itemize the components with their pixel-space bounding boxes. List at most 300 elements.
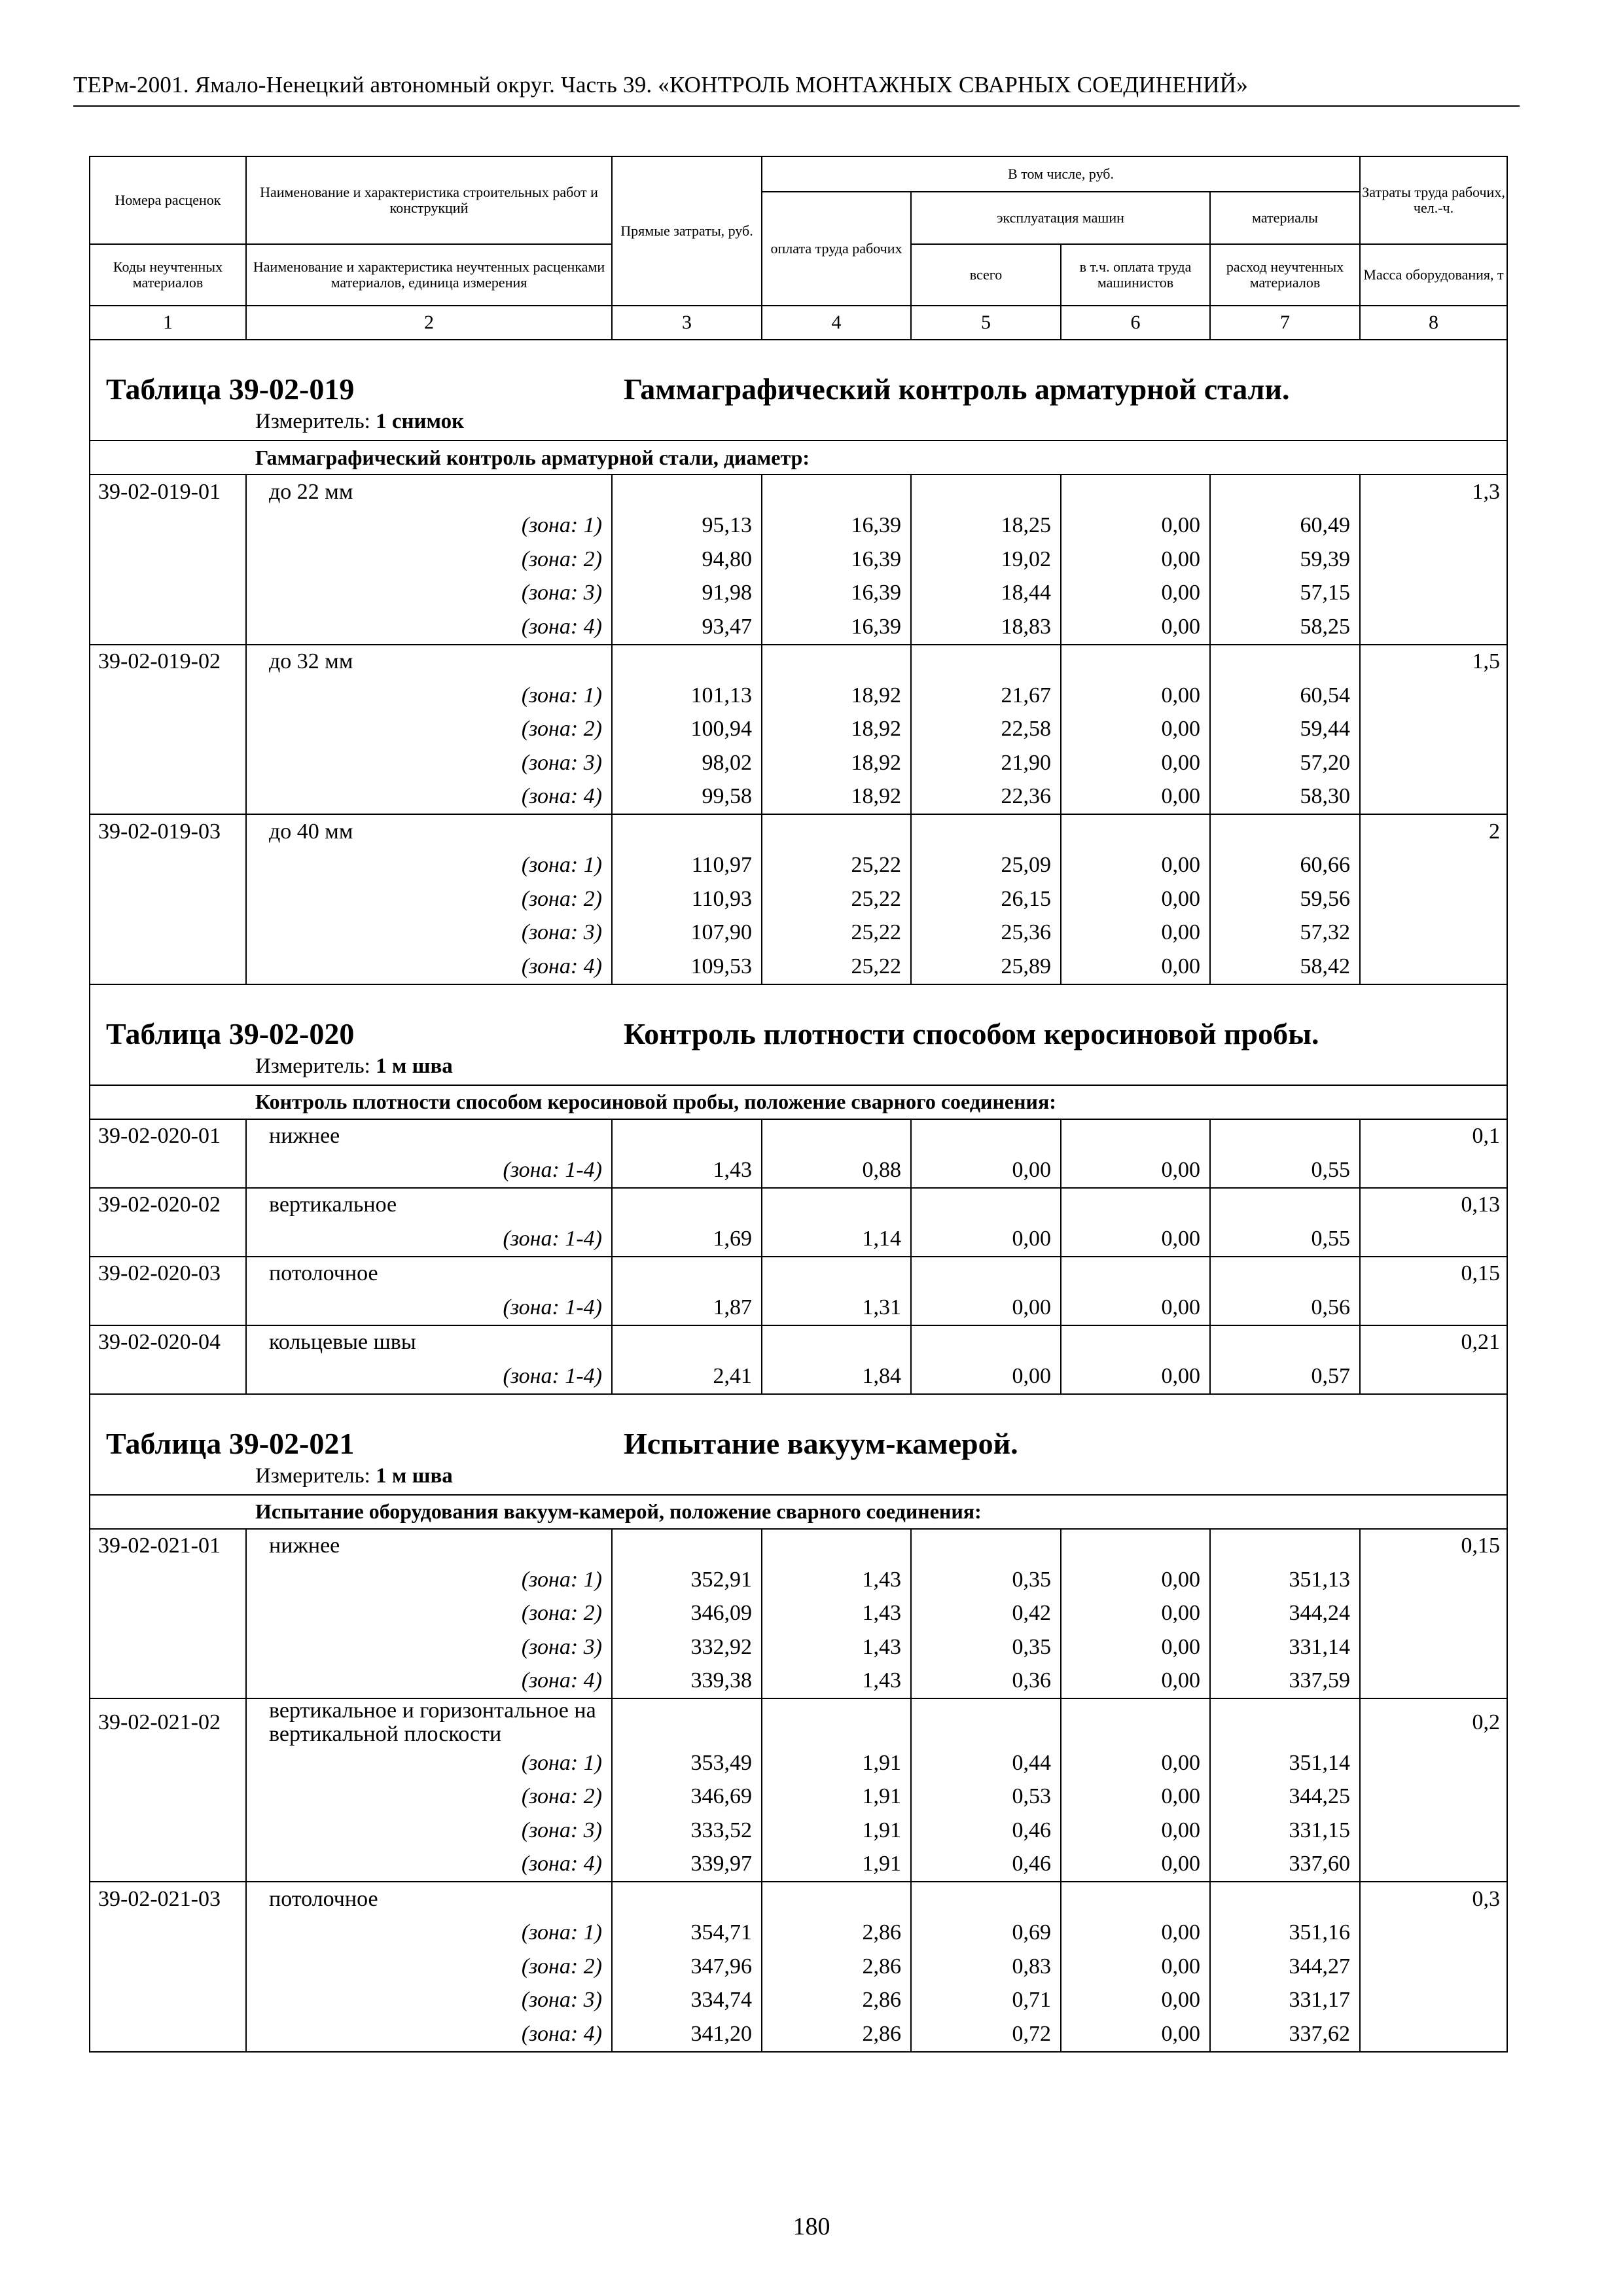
operator-wages: 0,00 — [1061, 1814, 1210, 1848]
empty-cell — [1061, 814, 1210, 849]
material-consumption: 0,55 — [1210, 1153, 1360, 1188]
empty-cell — [1061, 1698, 1210, 1746]
worker-wages: 16,39 — [762, 577, 911, 611]
empty-cell — [1210, 1529, 1360, 1564]
operator-wages: 0,00 — [1061, 1153, 1210, 1188]
direct-costs: 353,49 — [612, 1746, 762, 1780]
empty-cell — [1360, 1630, 1507, 1664]
empty-cell — [911, 1119, 1061, 1154]
material-consumption: 351,13 — [1210, 1563, 1360, 1597]
direct-costs: 91,98 — [612, 577, 762, 611]
zone-label: (зона: 4) — [246, 2017, 612, 2052]
table-title-block — [90, 1394, 1507, 1495]
empty-cell — [762, 1119, 911, 1154]
empty-cell — [762, 1257, 911, 1291]
col-including-header: В том числе, руб. — [762, 156, 1360, 192]
table-row — [90, 1359, 1507, 1394]
work-name: до 32 мм — [246, 645, 612, 679]
material-consumption: 331,14 — [1210, 1630, 1360, 1664]
operator-wages: 0,00 — [1061, 509, 1210, 543]
empty-cell — [612, 645, 762, 679]
machines-total: 25,89 — [911, 950, 1061, 984]
machines-total: 0,36 — [911, 1664, 1061, 1699]
labor-cost: 0,1 — [1360, 1119, 1507, 1154]
operator-wages: 0,00 — [1061, 679, 1210, 713]
zone-label: (зона: 2) — [246, 882, 612, 916]
empty-cell — [762, 1325, 911, 1360]
empty-cell — [911, 1882, 1061, 1916]
operator-wages: 0,00 — [1061, 577, 1210, 611]
empty-cell — [1210, 1257, 1360, 1291]
empty-cell — [90, 543, 246, 577]
table-row — [90, 577, 1507, 611]
material-consumption: 344,25 — [1210, 1780, 1360, 1814]
labor-cost: 0,2 — [1360, 1698, 1507, 1746]
empty-cell — [1360, 610, 1507, 645]
work-name: нижнее — [246, 1119, 612, 1154]
empty-cell — [1061, 1325, 1210, 1360]
col-number: 7 — [1210, 306, 1360, 340]
empty-cell — [762, 1188, 911, 1223]
machines-total: 0,71 — [911, 1984, 1061, 2018]
empty-cell — [1210, 1325, 1360, 1360]
worker-wages: 1,43 — [762, 1664, 911, 1699]
page-number: 180 — [793, 2213, 830, 2240]
empty-cell — [911, 475, 1061, 509]
zone-label: (зона: 2) — [246, 543, 612, 577]
table-row — [90, 950, 1507, 984]
empty-cell — [1360, 1746, 1507, 1780]
rate-code: 39-02-021-03 — [90, 1882, 246, 1916]
col-number: 8 — [1360, 306, 1507, 340]
empty-cell — [90, 746, 246, 780]
work-name: нижнее — [246, 1529, 612, 1564]
direct-costs: 107,90 — [612, 916, 762, 950]
operator-wages: 0,00 — [1061, 950, 1210, 984]
table-row — [90, 1780, 1507, 1814]
empty-cell — [911, 1188, 1061, 1223]
rate-code: 39-02-021-01 — [90, 1529, 246, 1564]
empty-cell — [1360, 780, 1507, 815]
machines-total: 0,00 — [911, 1291, 1061, 1325]
worker-wages: 25,22 — [762, 916, 911, 950]
direct-costs: 339,38 — [612, 1664, 762, 1699]
worker-wages: 1,84 — [762, 1359, 911, 1394]
empty-cell — [90, 509, 246, 543]
table-row — [90, 713, 1507, 747]
zone-label: (зона: 3) — [246, 1984, 612, 2018]
empty-cell — [1360, 746, 1507, 780]
measure-value: 1 снимок — [376, 410, 465, 433]
empty-cell — [1210, 1188, 1360, 1223]
table-row — [90, 543, 1507, 577]
table-row — [90, 849, 1507, 883]
machines-total: 0,72 — [911, 2017, 1061, 2052]
machines-total: 18,44 — [911, 577, 1061, 611]
material-consumption: 59,44 — [1210, 713, 1360, 747]
direct-costs: 1,87 — [612, 1291, 762, 1325]
table-row — [90, 475, 1507, 509]
empty-cell — [90, 713, 246, 747]
zone-label: (зона: 4) — [246, 610, 612, 645]
direct-costs: 333,52 — [612, 1814, 762, 1848]
table-row — [90, 1698, 1507, 1746]
zone-label: (зона: 3) — [246, 1630, 612, 1664]
empty-cell — [1360, 1664, 1507, 1699]
worker-wages: 2,86 — [762, 2017, 911, 2052]
empty-cell — [762, 475, 911, 509]
empty-cell — [1360, 1848, 1507, 1882]
table-row — [90, 1188, 1507, 1223]
direct-costs: 94,80 — [612, 543, 762, 577]
material-consumption: 337,62 — [1210, 2017, 1360, 2052]
empty-cell — [612, 1325, 762, 1360]
machines-total: 18,83 — [911, 610, 1061, 645]
empty-cell — [90, 2017, 246, 2052]
zone-label: (зона: 1) — [246, 679, 612, 713]
empty-cell — [1360, 916, 1507, 950]
worker-wages: 1,43 — [762, 1630, 911, 1664]
col-material-codes-header: Коды неучтенных материалов — [90, 244, 246, 306]
col-labor-header: Затраты труда рабочих, чел.-ч. — [1360, 156, 1507, 244]
operator-wages: 0,00 — [1061, 1950, 1210, 1984]
zone-label: (зона: 1) — [246, 1916, 612, 1950]
empty-cell — [911, 1257, 1061, 1291]
col-work-name-header: Наименование и характеристика строительных работ и конструкций — [246, 156, 612, 244]
empty-cell — [1360, 713, 1507, 747]
material-consumption: 58,25 — [1210, 610, 1360, 645]
empty-cell — [762, 1529, 911, 1564]
material-consumption: 57,32 — [1210, 916, 1360, 950]
operator-wages: 0,00 — [1061, 1291, 1210, 1325]
empty-cell — [1210, 475, 1360, 509]
empty-cell — [90, 577, 246, 611]
col-number: 6 — [1061, 306, 1210, 340]
worker-wages: 1,91 — [762, 1848, 911, 1882]
labor-cost: 0,3 — [1360, 1882, 1507, 1916]
worker-wages: 1,43 — [762, 1563, 911, 1597]
col-operator-wages-header: в т.ч. оплата труда машинистов — [1061, 244, 1210, 306]
table-row — [90, 1848, 1507, 1882]
work-name: потолочное — [246, 1257, 612, 1291]
table-row — [90, 1664, 1507, 1699]
empty-cell — [90, 780, 246, 815]
material-consumption: 58,42 — [1210, 950, 1360, 984]
table-row — [90, 1563, 1507, 1597]
table-row — [90, 1630, 1507, 1664]
empty-cell — [90, 1153, 246, 1188]
worker-wages: 1,91 — [762, 1814, 911, 1848]
worker-wages: 16,39 — [762, 509, 911, 543]
running-header: ТЕРм-2001. Ямало-Ненецкий автономный округ. Часть 39. «КОНТРОЛЬ МОНТАЖНЫХ СВАРНЫХ СОЕДИНЕНИЙ» — [73, 72, 1248, 98]
rate-code: 39-02-020-01 — [90, 1119, 246, 1154]
rates-table — [89, 156, 1508, 2053]
machines-total: 25,36 — [911, 916, 1061, 950]
machines-total: 0,53 — [911, 1780, 1061, 1814]
rate-code: 39-02-019-02 — [90, 645, 246, 679]
table-row — [90, 1984, 1507, 2018]
empty-cell — [90, 1291, 246, 1325]
zone-label: (зона: 1-4) — [246, 1153, 612, 1188]
zone-label: (зона: 3) — [246, 916, 612, 950]
operator-wages: 0,00 — [1061, 1848, 1210, 1882]
operator-wages: 0,00 — [1061, 543, 1210, 577]
machines-total: 0,00 — [911, 1153, 1061, 1188]
rate-code: 39-02-019-01 — [90, 475, 246, 509]
direct-costs: 346,69 — [612, 1780, 762, 1814]
direct-costs: 93,47 — [612, 610, 762, 645]
operator-wages: 0,00 — [1061, 1916, 1210, 1950]
material-consumption: 60,49 — [1210, 509, 1360, 543]
col-materials-header: материалы — [1210, 192, 1360, 244]
machines-total: 22,36 — [911, 780, 1061, 815]
worker-wages: 1,43 — [762, 1597, 911, 1631]
empty-cell — [1061, 645, 1210, 679]
operator-wages: 0,00 — [1061, 849, 1210, 883]
work-name: кольцевые швы — [246, 1325, 612, 1360]
empty-cell — [1360, 1222, 1507, 1257]
labor-cost: 0,13 — [1360, 1188, 1507, 1223]
labor-cost: 1,3 — [1360, 475, 1507, 509]
direct-costs: 100,94 — [612, 713, 762, 747]
material-consumption: 59,39 — [1210, 543, 1360, 577]
table-row — [90, 679, 1507, 713]
worker-wages: 25,22 — [762, 882, 911, 916]
worker-wages: 25,22 — [762, 950, 911, 984]
machines-total: 19,02 — [911, 543, 1061, 577]
empty-cell — [1360, 1984, 1507, 2018]
labor-cost: 2 — [1360, 814, 1507, 849]
zone-label: (зона: 3) — [246, 1814, 612, 1848]
material-consumption: 0,57 — [1210, 1359, 1360, 1394]
empty-cell — [1061, 1882, 1210, 1916]
table-row — [90, 610, 1507, 645]
empty-cell — [90, 1630, 246, 1664]
col-number: 5 — [911, 306, 1061, 340]
empty-cell — [1360, 577, 1507, 611]
direct-costs: 352,91 — [612, 1563, 762, 1597]
col-rate-number-header: Номера расценок — [90, 156, 246, 244]
rate-code: 39-02-019-03 — [90, 814, 246, 849]
empty-cell — [1360, 2017, 1507, 2052]
worker-wages: 1,91 — [762, 1780, 911, 1814]
table-row — [90, 1153, 1507, 1188]
material-consumption: 59,56 — [1210, 882, 1360, 916]
operator-wages: 0,00 — [1061, 1664, 1210, 1699]
table-row — [90, 780, 1507, 815]
table-row — [90, 1746, 1507, 1780]
measure-unit — [255, 410, 464, 434]
table-row — [90, 746, 1507, 780]
empty-cell — [1360, 1780, 1507, 1814]
table-number: Таблица 39-02-019 — [106, 372, 355, 406]
worker-wages: 16,39 — [762, 610, 911, 645]
empty-cell — [612, 1257, 762, 1291]
empty-cell — [90, 1814, 246, 1848]
worker-wages: 1,14 — [762, 1222, 911, 1257]
empty-cell — [90, 916, 246, 950]
empty-cell — [1360, 509, 1507, 543]
empty-cell — [90, 679, 246, 713]
operator-wages: 0,00 — [1061, 713, 1210, 747]
table-row — [90, 1597, 1507, 1631]
empty-cell — [1360, 950, 1507, 984]
operator-wages: 0,00 — [1061, 2017, 1210, 2052]
work-name: до 22 мм — [246, 475, 612, 509]
operator-wages: 0,00 — [1061, 882, 1210, 916]
operator-wages: 0,00 — [1061, 1222, 1210, 1257]
col-machines-total-header: всего — [911, 244, 1061, 306]
empty-cell — [911, 1698, 1061, 1746]
operator-wages: 0,00 — [1061, 1746, 1210, 1780]
worker-wages: 18,92 — [762, 746, 911, 780]
zone-label: (зона: 2) — [246, 1780, 612, 1814]
direct-costs: 1,43 — [612, 1153, 762, 1188]
rate-code: 39-02-020-04 — [90, 1325, 246, 1360]
rate-code: 39-02-020-03 — [90, 1257, 246, 1291]
zone-label: (зона: 2) — [246, 1950, 612, 1984]
machines-total: 0,00 — [911, 1222, 1061, 1257]
empty-cell — [1360, 1153, 1507, 1188]
machines-total: 0,00 — [911, 1359, 1061, 1394]
table-row — [90, 814, 1507, 849]
measure-unit — [255, 1054, 453, 1079]
empty-cell — [762, 1698, 911, 1746]
direct-costs: 1,69 — [612, 1222, 762, 1257]
empty-cell — [90, 1222, 246, 1257]
labor-cost: 0,21 — [1360, 1325, 1507, 1360]
table-row — [90, 1916, 1507, 1950]
empty-cell — [1061, 1257, 1210, 1291]
material-consumption: 337,60 — [1210, 1848, 1360, 1882]
empty-cell — [1360, 1359, 1507, 1394]
empty-cell — [1360, 1563, 1507, 1597]
empty-cell — [90, 610, 246, 645]
worker-wages: 25,22 — [762, 849, 911, 883]
empty-cell — [90, 950, 246, 984]
direct-costs: 95,13 — [612, 509, 762, 543]
measure-label: Измеритель: — [255, 1054, 370, 1078]
empty-cell — [1210, 1882, 1360, 1916]
machines-total: 21,90 — [911, 746, 1061, 780]
machines-total: 0,83 — [911, 1950, 1061, 1984]
empty-cell — [90, 1563, 246, 1597]
col-number: 2 — [246, 306, 612, 340]
empty-cell — [90, 1984, 246, 2018]
material-consumption: 0,56 — [1210, 1291, 1360, 1325]
table-row — [90, 1814, 1507, 1848]
section-subheading: Контроль плотности способом керосиновой пробы, положение сварного соединения: — [90, 1085, 1507, 1119]
rate-code: 39-02-020-02 — [90, 1188, 246, 1223]
section-subheading: Испытание оборудования вакуум-камерой, положение сварного соединения: — [90, 1495, 1507, 1529]
table-row — [90, 1529, 1507, 1564]
zone-label: (зона: 4) — [246, 1664, 612, 1699]
direct-costs: 332,92 — [612, 1630, 762, 1664]
table-row — [90, 1882, 1507, 1916]
operator-wages: 0,00 — [1061, 780, 1210, 815]
zone-label: (зона: 1) — [246, 849, 612, 883]
empty-cell — [90, 1746, 246, 1780]
worker-wages: 0,88 — [762, 1153, 911, 1188]
empty-cell — [1061, 1529, 1210, 1564]
worker-wages: 2,86 — [762, 1984, 911, 2018]
material-consumption: 331,15 — [1210, 1814, 1360, 1848]
empty-cell — [1360, 1291, 1507, 1325]
col-number: 3 — [612, 306, 762, 340]
labor-cost: 1,5 — [1360, 645, 1507, 679]
machines-total: 21,67 — [911, 679, 1061, 713]
empty-cell — [1061, 475, 1210, 509]
measure-unit — [255, 1464, 453, 1488]
empty-cell — [612, 1698, 762, 1746]
zone-label: (зона: 4) — [246, 780, 612, 815]
col-number: 1 — [90, 306, 246, 340]
empty-cell — [90, 1597, 246, 1631]
table-number: Таблица 39-02-020 — [106, 1016, 355, 1050]
worker-wages: 1,91 — [762, 1746, 911, 1780]
operator-wages: 0,00 — [1061, 916, 1210, 950]
zone-label: (зона: 1-4) — [246, 1359, 612, 1394]
zone-label: (зона: 3) — [246, 577, 612, 611]
empty-cell — [1061, 1119, 1210, 1154]
empty-cell — [612, 475, 762, 509]
zone-label: (зона: 4) — [246, 950, 612, 984]
empty-cell — [612, 814, 762, 849]
empty-cell — [90, 1950, 246, 1984]
work-name: вертикальное — [246, 1188, 612, 1223]
material-consumption: 0,55 — [1210, 1222, 1360, 1257]
material-consumption: 344,24 — [1210, 1597, 1360, 1631]
direct-costs: 110,97 — [612, 849, 762, 883]
machines-total: 26,15 — [911, 882, 1061, 916]
empty-cell — [911, 814, 1061, 849]
table-row — [90, 1257, 1507, 1291]
machines-total: 0,35 — [911, 1563, 1061, 1597]
empty-cell — [612, 1882, 762, 1916]
material-consumption: 344,27 — [1210, 1950, 1360, 1984]
zone-label: (зона: 3) — [246, 746, 612, 780]
measure-value: 1 м шва — [376, 1054, 453, 1078]
direct-costs: 334,74 — [612, 1984, 762, 2018]
table-title: Гаммаграфический контроль арматурной стали. — [624, 372, 1290, 406]
operator-wages: 0,00 — [1061, 610, 1210, 645]
rate-code: 39-02-021-02 — [90, 1698, 246, 1746]
measure-label: Измеритель: — [255, 1463, 370, 1488]
worker-wages: 16,39 — [762, 543, 911, 577]
col-machines-header: эксплуатация машин — [911, 192, 1210, 244]
empty-cell — [762, 814, 911, 849]
machines-total: 18,25 — [911, 509, 1061, 543]
work-name: вертикальное и горизонтальное на вертикальной плоскости — [246, 1698, 612, 1746]
direct-costs: 347,96 — [612, 1950, 762, 1984]
empty-cell — [911, 1529, 1061, 1564]
empty-cell — [1360, 543, 1507, 577]
worker-wages: 18,92 — [762, 780, 911, 815]
zone-label: (зона: 2) — [246, 1597, 612, 1631]
direct-costs: 109,53 — [612, 950, 762, 984]
worker-wages: 18,92 — [762, 713, 911, 747]
empty-cell — [1360, 679, 1507, 713]
machines-total: 22,58 — [911, 713, 1061, 747]
empty-cell — [1360, 1597, 1507, 1631]
operator-wages: 0,00 — [1061, 1984, 1210, 2018]
empty-cell — [1210, 814, 1360, 849]
empty-cell — [1360, 1814, 1507, 1848]
col-wages-header: оплата труда рабочих — [762, 192, 911, 306]
col-number: 4 — [762, 306, 911, 340]
table-row — [90, 1291, 1507, 1325]
direct-costs: 354,71 — [612, 1916, 762, 1950]
